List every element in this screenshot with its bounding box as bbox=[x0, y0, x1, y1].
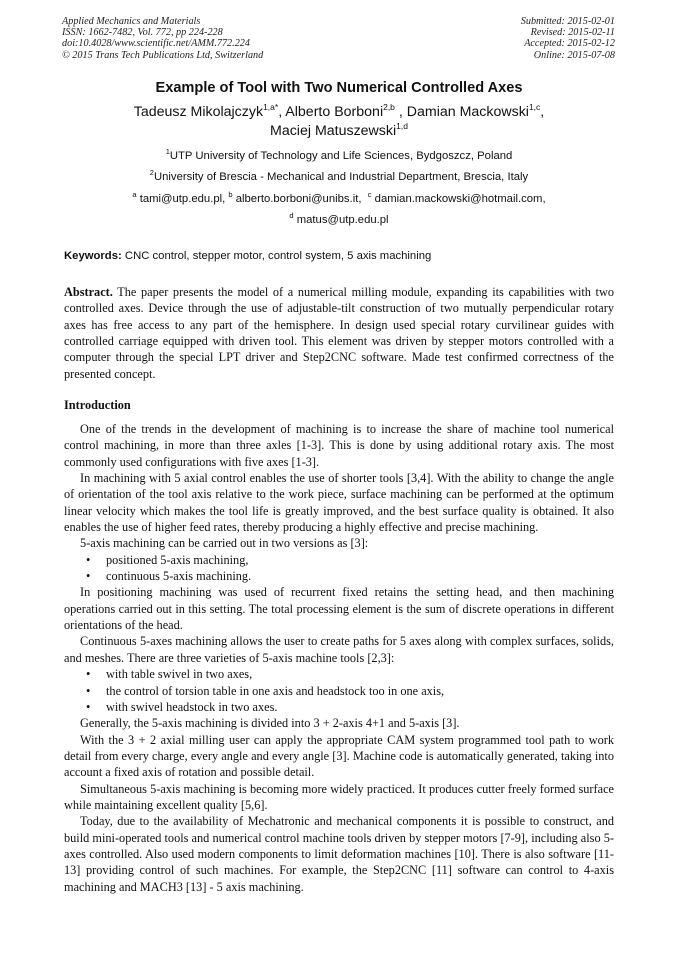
paragraph: Generally, the 5-axis machining is divided into 3 + 2-axis 4+1 and 5-axis [3]. bbox=[80, 716, 460, 731]
affiliation-marker: 1 bbox=[165, 147, 170, 156]
online-date: Online: 2015-07-08 bbox=[533, 49, 615, 61]
paragraph: One of the trends in the development of machining is to increase the share of machine tool numerical control machining, in more than three axles [1-3]. This is done by using additional rotary axis. The most commonly used configurations with five axes [1-3]. bbox=[64, 422, 614, 469]
email-link[interactable]: damian.mackowski@hotmail.com, bbox=[374, 193, 546, 205]
keywords-label: Keywords: bbox=[64, 250, 122, 262]
author-affiliation-marker: 2,b bbox=[383, 102, 395, 112]
author-separator: , bbox=[540, 104, 545, 120]
list-item bbox=[64, 568, 614, 584]
journal-name: Applied Mechanics and Materials bbox=[62, 16, 201, 27]
keywords-text: CNC control, stepper motor, control system, 5 axis machining bbox=[124, 250, 432, 262]
accepted-date: Accepted: 2015-02-12 bbox=[524, 38, 615, 50]
bullet-icon: • bbox=[86, 552, 91, 567]
journal-info bbox=[62, 16, 263, 61]
email-marker: d bbox=[289, 211, 294, 220]
journal-issn: ISSN: 1662-7482, Vol. 772, pp 224-228 bbox=[62, 27, 223, 39]
journal-doi: doi:10.4028/www.scientific.net/AMM.772.224 bbox=[62, 38, 250, 50]
list-item-text: continuous 5-axis machining. bbox=[106, 569, 252, 584]
author-affiliation-marker: 1,c bbox=[528, 102, 541, 112]
list-item-text: positioned 5-axis machining, bbox=[106, 552, 249, 567]
email-marker: c bbox=[367, 190, 372, 199]
paragraph: In machining with 5 axial control enables the use of shorter tools [3,4]. With the ability to change the angle of orientation of the tool axis relative to the work piece, surface machining can be performed at the optimum linear velocity which makes the tool life is greatly improved, and the best surface quality is obtained. It also enables the use of higher feed rates, thereby producing a highly effective and precise machining. bbox=[64, 471, 614, 535]
author-affiliation-marker: 1,a* bbox=[263, 102, 279, 112]
author-list bbox=[60, 103, 618, 141]
author-affiliation-marker: 1,d bbox=[396, 121, 408, 131]
list-item-text: with swivel headstock in two axes. bbox=[106, 699, 278, 714]
list-item bbox=[64, 552, 614, 568]
section-heading: Introduction bbox=[64, 398, 131, 412]
email-marker: a bbox=[132, 190, 137, 199]
email-line bbox=[0, 190, 678, 205]
email-link[interactable]: alberto.borboni@unibs.it, bbox=[235, 193, 362, 205]
affiliation-1 bbox=[0, 147, 678, 162]
author-name: Tadeusz Mikolajczyk bbox=[133, 104, 264, 120]
email-link[interactable]: matus@utp.edu.pl bbox=[296, 214, 389, 226]
paragraph: 5-axis machining can be carried out in two versions as [3]: bbox=[80, 536, 369, 551]
bullet-icon: • bbox=[86, 683, 91, 698]
paragraph: Today, due to the availability of Mechatronic and mechanical components it is possible to construct, and build mini-operated tools and numerical control machine tools driven by stepper motors [7-9], including also 5-axes controlled. Also used modern components to limit deformation machines [10]. There is also software [11- 13] providing control of such machines. For example, the Step2CNC [11] software can control to 4-axis machining and MACH3 [13] - 5 axis machining. bbox=[64, 814, 614, 894]
revised-date: Revised: 2015-02-11 bbox=[530, 27, 615, 39]
bullet-icon: • bbox=[86, 699, 91, 714]
journal-copyright: © 2015 Trans Tech Publications Ltd, Switzerland bbox=[62, 49, 264, 61]
abstract-label: Abstract. bbox=[64, 285, 113, 299]
author-name: Damian Mackowski bbox=[406, 104, 529, 120]
submitted-date: Submitted: 2015-02-01 bbox=[520, 16, 615, 27]
list-item bbox=[64, 666, 614, 682]
email-marker: b bbox=[228, 190, 233, 199]
keywords bbox=[64, 250, 431, 262]
author-separator: , bbox=[394, 104, 407, 120]
submission-dates bbox=[521, 16, 615, 61]
author-name: Alberto Borboni bbox=[285, 104, 384, 120]
bullet-icon: • bbox=[86, 569, 91, 584]
author-separator: , bbox=[278, 104, 286, 120]
author-name: Maciej Matuszewski bbox=[270, 123, 397, 139]
email-line-2 bbox=[0, 211, 678, 226]
list-item-text: with table swivel in two axes, bbox=[106, 667, 253, 682]
abstract-text: The paper presents the model of a numerical milling module, expanding its capabilities with two controlled axes. Device through the use of adjustable-tilt construction of two mutually perpendicular rotary axes has free access to any part of the hemisphere. In design used special rotary curvilinear guides with controlled carriage equipped with driven tool. This element was driven by stepper motors controlled with a computer through the special LPT driver and Step2CNC software. Made test confirmed correctness of the presented concept. bbox=[64, 285, 614, 381]
list-item bbox=[64, 683, 614, 699]
list-item bbox=[64, 699, 614, 715]
affiliation-text: University of Brescia - Mechanical and Industrial Department, Brescia, Italy bbox=[153, 171, 529, 183]
introduction-body bbox=[64, 421, 614, 895]
paragraph: In positioning machining was used of recurrent fixed retains the setting head, and then machining operations carried out in this setting. The total processing element is the sum of discrete operations in different orientations of the head. bbox=[64, 585, 614, 633]
email-link[interactable]: tami@utp.edu.pl, bbox=[139, 193, 226, 205]
abstract bbox=[64, 284, 614, 382]
paragraph: With the 3 + 2 axial milling user can apply the appropriate CAM system programmed tool path to work detail from every charge, every angle and every angle [3]. Machine code is automatically generated, taking into account a fixed axis of rotation and possible detail. bbox=[64, 732, 614, 780]
paper-title: Example of Tool with Two Numerical Controlled Axes bbox=[155, 80, 523, 96]
paragraph: Continuous 5-axes machining allows the user to create paths for 5 axes along with complex surfaces, solids, and meshes. There are three varieties of 5-axis machine tools [2,3]: bbox=[64, 634, 614, 665]
affiliation-2 bbox=[0, 168, 678, 183]
bullet-icon: • bbox=[86, 667, 91, 682]
paragraph: Simultaneous 5-axis machining is becoming more widely practiced. It produces cutter freely formed surface while maintaining excellent quality [5,6]. bbox=[64, 781, 614, 812]
affiliation-marker: 2 bbox=[149, 168, 154, 177]
affiliation-text: UTP University of Technology and Life Sciences, Bydgoszcz, Poland bbox=[169, 150, 513, 162]
list-item-text: the control of torsion table in one axis and headstock too in one axis, bbox=[106, 683, 445, 698]
